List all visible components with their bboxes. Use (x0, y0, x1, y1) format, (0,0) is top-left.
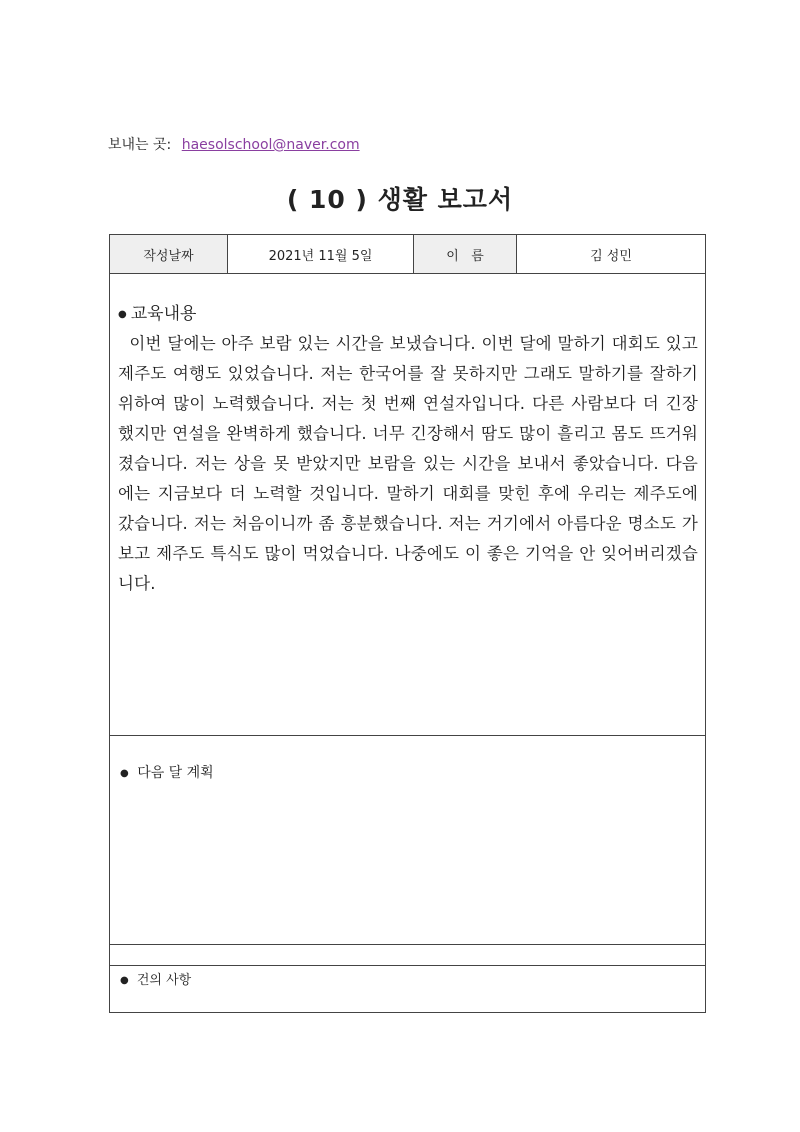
name-label: 이 름 (446, 248, 484, 264)
email-link[interactable]: haesolschool@naver.com (181, 137, 360, 153)
date-label-cell: 작성날짜 (110, 235, 228, 273)
bullet-icon: ● (120, 975, 129, 986)
send-to-line (108, 134, 360, 154)
suggestion-section (110, 945, 705, 1012)
bullet-icon: ● (120, 767, 129, 779)
name-value-cell: 김 성민 (590, 248, 632, 264)
education-heading (118, 299, 196, 324)
plan-heading-text: 다음 달 계획 (137, 765, 214, 781)
education-body (118, 329, 698, 599)
bullet-icon: ● (118, 308, 127, 320)
send-to-label: 보내는 곳: (108, 137, 172, 153)
suggestion-heading-text: 건의 사항 (136, 973, 192, 988)
info-row (110, 235, 705, 274)
date-value-cell: 2021년 11월 5일 (228, 235, 414, 273)
education-heading-text: 교육내용 (130, 304, 197, 324)
report-form (109, 234, 706, 1013)
name-label-cell (414, 235, 517, 273)
education-body-text: 이번 달에는 아주 보람 있는 시간을 보냈습니다. 이번 달에 말하기 대회도 있고 제주도 여행도 있었습니다. 저는 한국어를 잘 못하지만 그래도 말하기를 잘하기 위하여 많이 노력했습니다. 저는 첫 번째 연설자입니다. 다른 사람보다 더 긴장했지만 연설을 완벽하게 했습니다. 너무 긴장해서 땀도 많이 흘리고 몸도 뜨거워졌습니다. 저는 상을 못 받았지만 보람을 있는 시간을 보내서 좋았습니다. 다음에는 지금보다 더 노력할 것입니다. 말하기 대회를 맞힌 후에 우리는 제주도에 갔습니다. 저는 처음이니까 좀 흥분했습니다. 저는 거기에서 아름다운 명소도 가보고 제주도 특식도 많이 먹었습니다. 나중에도 이 좋은 기억을 안 잊어버리겠습니다. (118, 334, 698, 593)
suggestion-heading (120, 969, 191, 988)
plan-section (110, 735, 705, 945)
plan-heading (120, 762, 214, 782)
page-title: ( 10 ) 생활 보고서 (286, 185, 514, 214)
